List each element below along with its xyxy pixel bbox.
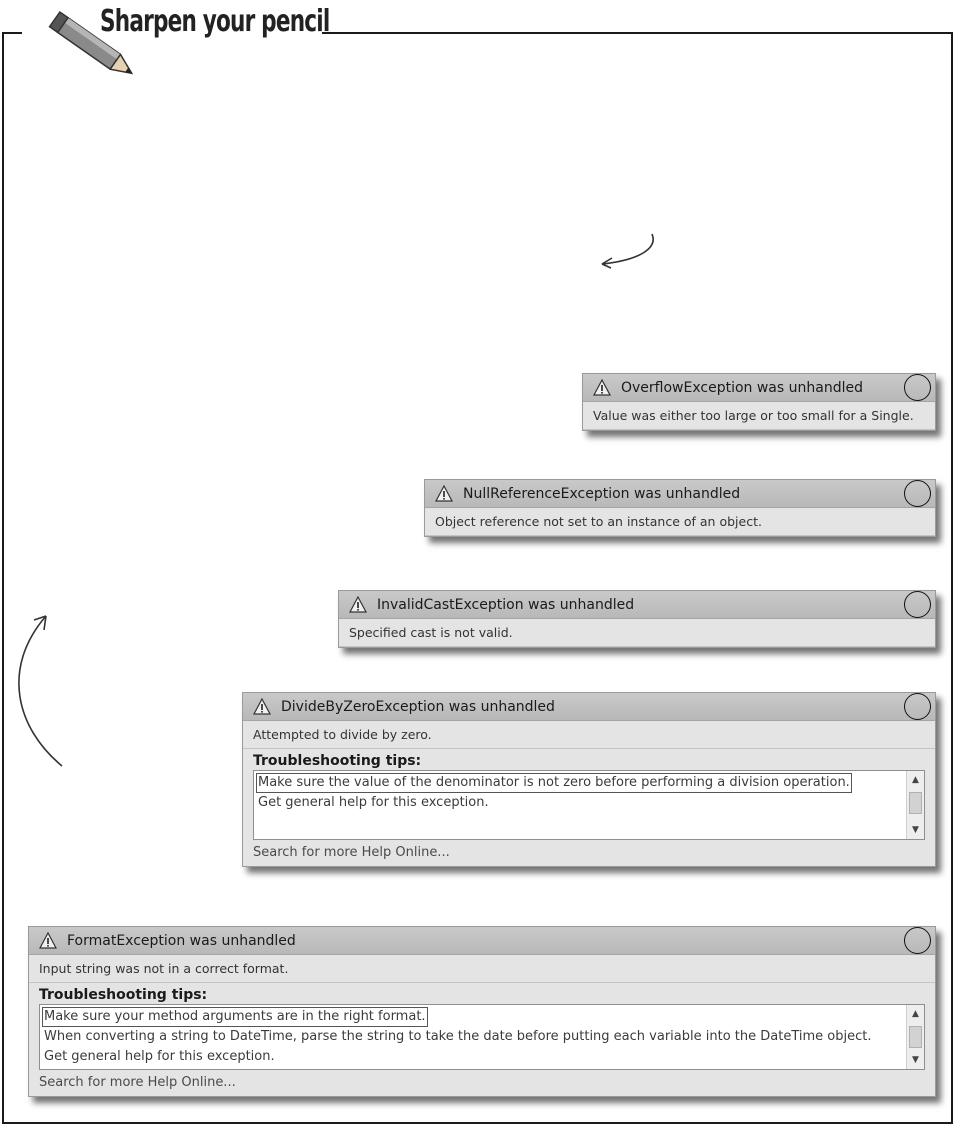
troubleshooting-label: Troubleshooting tips: xyxy=(39,987,208,1003)
dialog-message: Value was either too large or too small for a Single. xyxy=(583,402,935,430)
dialog-message: Attempted to divide by zero. xyxy=(243,721,935,749)
warning-icon xyxy=(349,596,367,614)
page-title: Sharpen your pencil xyxy=(100,4,330,39)
warning-icon xyxy=(593,379,611,397)
dialog-title: OverflowException was unhandled xyxy=(621,379,863,396)
tip-item[interactable]: Get general help for this exception. xyxy=(44,1049,275,1064)
scroll-down-icon[interactable]: ▼ xyxy=(912,825,919,835)
troubleshooting-list xyxy=(253,770,925,840)
dialog-header xyxy=(243,693,935,721)
exception-dialog-nullreference xyxy=(424,479,936,537)
dialog-title: InvalidCastException was unhandled xyxy=(377,596,635,613)
exception-dialog-invalidcast xyxy=(338,590,936,648)
exception-dialog-dividebyzero xyxy=(242,692,936,867)
dialog-title: FormatException was unhandled xyxy=(67,932,296,949)
dialog-title: NullReferenceException was unhandled xyxy=(463,485,741,502)
scroll-thumb[interactable] xyxy=(909,1026,922,1048)
answer-circle[interactable] xyxy=(904,693,931,720)
answer-circle[interactable] xyxy=(904,927,931,954)
answer-circle[interactable] xyxy=(904,480,931,507)
exception-dialog-format xyxy=(28,926,936,1097)
tip-item[interactable]: Make sure your method arguments are in the right format. xyxy=(42,1007,428,1027)
scrollbar[interactable] xyxy=(906,1005,924,1069)
scroll-thumb[interactable] xyxy=(909,792,922,814)
scroll-up-icon[interactable]: ▲ xyxy=(912,1009,919,1019)
troubleshooting-section xyxy=(243,749,935,840)
troubleshooting-list xyxy=(39,1004,925,1070)
warning-icon xyxy=(39,932,57,950)
dialog-message: Input string was not in a correct format. xyxy=(29,955,935,983)
tip-item[interactable]: Get general help for this exception. xyxy=(258,795,489,810)
troubleshooting-section xyxy=(29,983,935,1070)
warning-icon xyxy=(435,485,453,503)
tip-item[interactable]: Make sure the value of the denominator is not zero before performing a division operation. xyxy=(256,773,852,793)
troubleshooting-label: Troubleshooting tips: xyxy=(253,753,422,769)
search-help-online-link[interactable]: Search for more Help Online... xyxy=(39,1075,236,1090)
dialog-message: Object reference not set to an instance of an object. xyxy=(425,508,935,536)
search-help-online-link[interactable]: Search for more Help Online... xyxy=(253,845,450,860)
tip-item[interactable]: When converting a string to DateTime, parse the string to take the date before putting each variable into the DateTime object. xyxy=(44,1029,872,1044)
scrollbar[interactable] xyxy=(906,771,924,839)
warning-icon xyxy=(253,698,271,716)
dialog-title: DivideByZeroException was unhandled xyxy=(281,698,555,715)
scroll-up-icon[interactable]: ▲ xyxy=(912,775,919,785)
dialog-header xyxy=(339,591,935,619)
dialog-message: Specified cast is not valid. xyxy=(339,619,935,647)
dialog-header xyxy=(583,374,935,402)
curved-arrow-doodle-left xyxy=(6,608,70,773)
dialog-header xyxy=(425,480,935,508)
curved-arrow-doodle xyxy=(590,228,660,273)
answer-circle[interactable] xyxy=(904,591,931,618)
answer-circle[interactable] xyxy=(904,374,931,401)
dialog-header xyxy=(29,927,935,955)
exception-dialog-overflow xyxy=(582,373,936,431)
scroll-down-icon[interactable]: ▼ xyxy=(912,1055,919,1065)
